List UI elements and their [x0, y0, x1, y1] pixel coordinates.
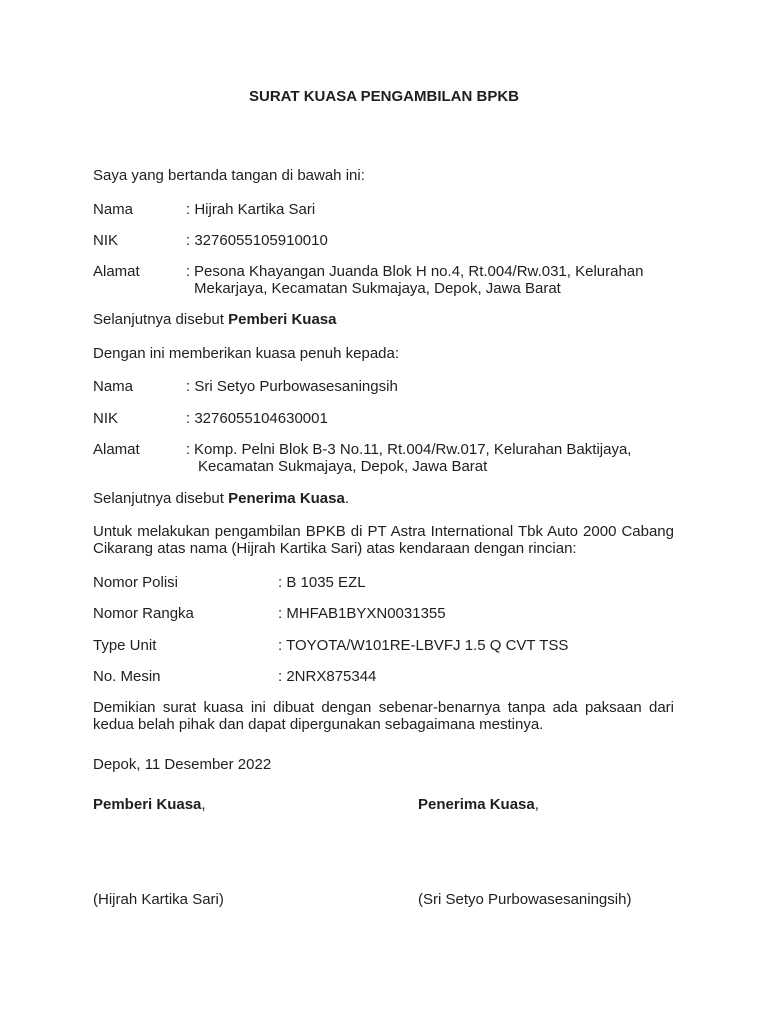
receiver-nik-value: : 3276055104630001	[186, 410, 328, 427]
giver-name-label: Nama	[93, 201, 134, 218]
signature-receiver-comma: ,	[534, 796, 539, 813]
signature-giver-name: (Hijrah Kartika Sari)	[93, 891, 224, 908]
vehicle-chassis-value: : MHFAB1BYXN0031355	[278, 605, 446, 622]
giver-designation-role: Pemberi Kuasa	[228, 311, 337, 328]
receiver-designation-role: Penerima Kuasa	[228, 490, 345, 507]
giver-designation-prefix: Selanjutnya disebut	[93, 311, 229, 328]
giver-address-label: Alamat	[93, 263, 140, 280]
intro-text: Saya yang bertanda tangan di bawah ini:	[93, 167, 365, 184]
receiver-designation	[93, 490, 349, 507]
giver-address-colon: :	[186, 263, 191, 280]
document-title: SURAT KUASA PENGAMBILAN BPKB	[249, 88, 519, 105]
purpose-paragraph: Untuk melakukan pengambilan BPKB di PT Astra International Tbk Auto 2000 Cabang Cikarang atas nama (Hijrah Kartika Sari) atas kendaraan dengan rincian:	[93, 523, 674, 557]
vehicle-type-value: : TOYOTA/W101RE-LBVFJ 1.5 Q CVT TSS	[278, 637, 569, 654]
vehicle-chassis-label: Nomor Rangka	[93, 605, 194, 622]
signature-giver-comma: ,	[201, 796, 206, 813]
receiver-designation-suffix: .	[344, 490, 350, 507]
receiver-name-value: : Sri Setyo Purbowasesaningsih	[186, 378, 398, 395]
vehicle-engine-label: No. Mesin	[93, 668, 161, 685]
giver-nik-label: NIK	[93, 232, 119, 249]
giver-address-value	[186, 263, 669, 297]
signature-receiver-heading	[418, 796, 539, 813]
receiver-address-value	[186, 441, 669, 475]
receiver-nik-label: NIK	[93, 410, 119, 427]
vehicle-plate-label: Nomor Polisi	[93, 574, 179, 591]
receiver-name-label: Nama	[93, 378, 134, 395]
giver-name-value: : Hijrah Kartika Sari	[186, 201, 316, 218]
signature-giver-heading	[93, 796, 206, 813]
giver-address-line2: Mekarjaya, Kecamatan Sukmajaya, Depok, Jawa Barat	[194, 280, 561, 297]
grant-text: Dengan ini memberikan kuasa penuh kepada:	[93, 345, 400, 362]
place-date: Depok, 11 Desember 2022	[93, 756, 272, 773]
receiver-address-line1: Komp. Pelni Blok B-3 No.11, Rt.004/Rw.017, Kelurahan Baktijaya,	[194, 441, 632, 458]
giver-designation	[93, 311, 337, 328]
vehicle-type-label: Type Unit	[93, 637, 157, 654]
giver-nik-value: : 3276055105910010	[186, 232, 328, 249]
signature-receiver-name: (Sri Setyo Purbowasesaningsih)	[418, 891, 632, 908]
receiver-address-label: Alamat	[93, 441, 140, 458]
receiver-designation-prefix: Selanjutnya disebut	[93, 490, 229, 507]
signature-giver-role: Pemberi Kuasa	[93, 796, 202, 813]
giver-address-line1: Pesona Khayangan Juanda Blok H no.4, Rt.004/Rw.031, Kelurahan	[194, 263, 644, 280]
vehicle-plate-value: : B 1035 EZL	[278, 574, 366, 591]
closing-paragraph: Demikian surat kuasa ini dibuat dengan sebenar-benarnya tanpa ada paksaan dari kedua belah pihak dan dapat dipergunakan sebagaimana mestinya.	[93, 699, 674, 733]
receiver-address-line2: Kecamatan Sukmajaya, Depok, Jawa Barat	[198, 458, 488, 475]
vehicle-engine-value: : 2NRX875344	[278, 668, 377, 685]
signature-receiver-role: Penerima Kuasa	[418, 796, 535, 813]
receiver-address-colon: :	[186, 441, 191, 458]
